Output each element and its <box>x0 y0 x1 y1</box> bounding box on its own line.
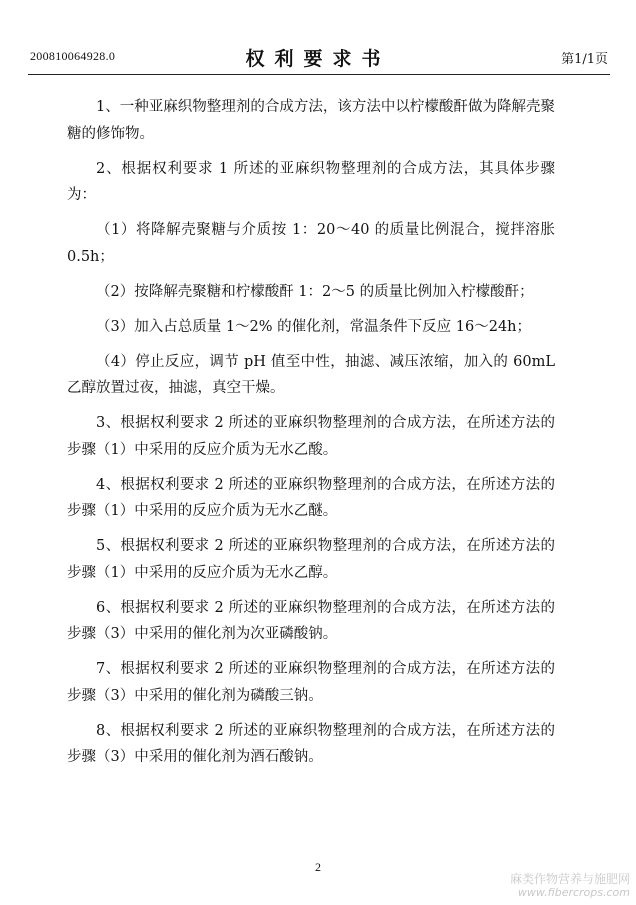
watermark <box>510 872 630 900</box>
claim-5: 5、根据权利要求 2 所述的亚麻织物整理剂的合成方法，在所述方法的步骤（1）中采用的反应介质为无水乙醇。 <box>67 538 555 581</box>
header-divider <box>28 74 610 75</box>
claim-2-step-1: （1）将降解壳聚糖与介质按 1：20～40 的质量比例混合，搅拌溶胀 0.5h； <box>67 222 555 265</box>
watermark-site-name: 麻类作物营养与施肥网 <box>509 872 630 886</box>
claim-1: 1、一种亚麻织物整理剂的合成方法，该方法中以柠檬酸酐做为降解壳聚糖的修饰物。 <box>67 99 555 142</box>
claim-7: 7、根据权利要求 2 所述的亚麻织物整理剂的合成方法，在所述方法的步骤（3）中采用的催化剂为磷酸三钠。 <box>67 661 555 704</box>
claim-2-step-4: （4）停止反应，调节 pH 值至中性，抽滤、减压浓缩，加入的 60mL 乙醇放置过夜，抽滤，真空干燥。 <box>67 353 555 396</box>
claim-3: 3、根据权利要求 2 所述的亚麻织物整理剂的合成方法，在所述方法的步骤（1）中采用的反应介质为无水乙酸。 <box>67 415 555 458</box>
page-number: 2 <box>315 860 321 874</box>
claim-4: 4、根据权利要求 2 所述的亚麻织物整理剂的合成方法，在所述方法的步骤（1）中采用的反应介质为无水乙醚。 <box>67 476 555 519</box>
claims-body <box>67 94 555 779</box>
claim-2-step-2: （2）按降解壳聚糖和柠檬酸酐 1：2～5 的质量比例加入柠檬酸酐； <box>96 283 534 300</box>
watermark-url: www.fibercrops.com <box>517 886 630 899</box>
page-indicator: 第1/1页 <box>561 52 608 67</box>
claim-2: 2、根据权利要求 1 所述的亚麻织物整理剂的合成方法，其具体步骤为： <box>67 160 555 203</box>
claim-8: 8、根据权利要求 2 所述的亚麻织物整理剂的合成方法，在所述方法的步骤（3）中采用的催化剂为酒石酸钠。 <box>67 722 555 765</box>
application-number: 200810064928.0 <box>30 49 116 63</box>
document-title: 权利要求书 <box>245 48 391 70</box>
claim-6: 6、根据权利要求 2 所述的亚麻织物整理剂的合成方法，在所述方法的步骤（3）中采用的催化剂为次亚磷酸钠。 <box>67 599 555 642</box>
claim-2-step-3: （3）加入占总质量 1～2% 的催化剂，常温条件下反应 16～24h； <box>96 318 532 335</box>
